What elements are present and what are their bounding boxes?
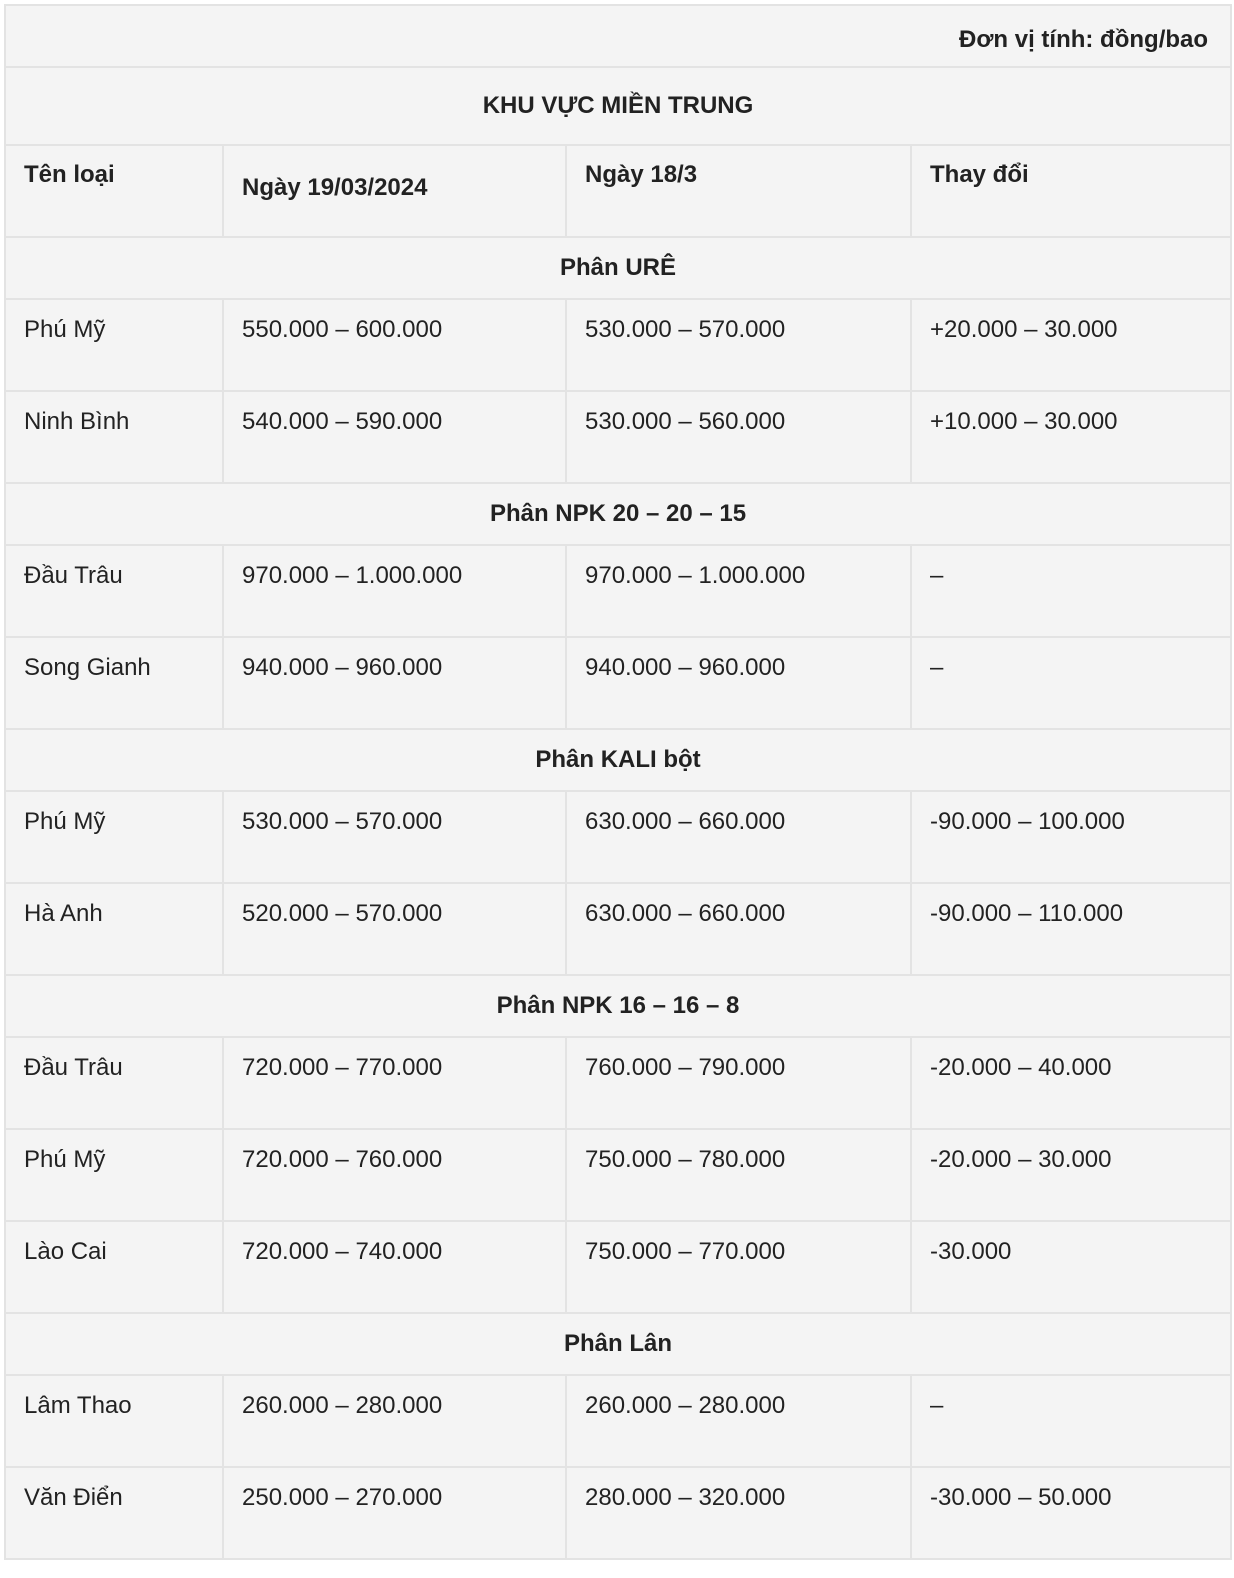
price-change-cell: +10.000 – 30.000: [911, 391, 1231, 483]
product-name-cell: Phú Mỹ: [5, 791, 223, 883]
price-today-cell: 720.000 – 760.000: [223, 1129, 566, 1221]
group-title: Phân Lân: [5, 1313, 1231, 1375]
group-row: [5, 975, 1231, 1037]
product-name-cell: Song Gianh: [5, 637, 223, 729]
product-name-cell: Đầu Trâu: [5, 545, 223, 637]
price-prev-cell: 630.000 – 660.000: [566, 883, 911, 975]
price-today-cell: 720.000 – 770.000: [223, 1037, 566, 1129]
price-prev-cell: 280.000 – 320.000: [566, 1467, 911, 1559]
price-prev-cell: 760.000 – 790.000: [566, 1037, 911, 1129]
product-name-cell: Hà Anh: [5, 883, 223, 975]
price-change-cell: -30.000 – 50.000: [911, 1467, 1231, 1559]
table-row: [5, 1375, 1231, 1467]
price-table-container: [4, 4, 1230, 1560]
price-today-cell: 260.000 – 280.000: [223, 1375, 566, 1467]
price-prev-cell: 940.000 – 960.000: [566, 637, 911, 729]
header-name: Tên loại: [5, 145, 223, 237]
group-row: [5, 1313, 1231, 1375]
region-title: KHU VỰC MIỀN TRUNG: [5, 67, 1231, 145]
price-prev-cell: 750.000 – 780.000: [566, 1129, 911, 1221]
price-today-cell: 520.000 – 570.000: [223, 883, 566, 975]
price-change-cell: –: [911, 637, 1231, 729]
product-name-cell: Phú Mỹ: [5, 299, 223, 391]
price-prev-cell: 970.000 – 1.000.000: [566, 545, 911, 637]
table-row: [5, 1221, 1231, 1313]
price-change-cell: -90.000 – 100.000: [911, 791, 1231, 883]
price-change-cell: -20.000 – 30.000: [911, 1129, 1231, 1221]
price-change-cell: –: [911, 1375, 1231, 1467]
table-row: [5, 883, 1231, 975]
region-row: [5, 67, 1231, 145]
price-today-cell: 550.000 – 600.000: [223, 299, 566, 391]
table-row: [5, 637, 1231, 729]
price-change-cell: +20.000 – 30.000: [911, 299, 1231, 391]
price-change-cell: -20.000 – 40.000: [911, 1037, 1231, 1129]
price-change-cell: -30.000: [911, 1221, 1231, 1313]
table-row: [5, 545, 1231, 637]
price-change-cell: –: [911, 545, 1231, 637]
product-name-cell: Ninh Bình: [5, 391, 223, 483]
price-prev-cell: 630.000 – 660.000: [566, 791, 911, 883]
product-name-cell: Phú Mỹ: [5, 1129, 223, 1221]
fertilizer-price-table: [4, 4, 1232, 1560]
price-today-cell: 530.000 – 570.000: [223, 791, 566, 883]
product-name-cell: Văn Điển: [5, 1467, 223, 1559]
group-row: [5, 729, 1231, 791]
table-row: [5, 1129, 1231, 1221]
group-title: Phân URÊ: [5, 237, 1231, 299]
group-row: [5, 483, 1231, 545]
price-today-cell: 720.000 – 740.000: [223, 1221, 566, 1313]
price-prev-cell: 750.000 – 770.000: [566, 1221, 911, 1313]
header-change: Thay đổi: [911, 145, 1231, 237]
price-prev-cell: 530.000 – 560.000: [566, 391, 911, 483]
table-row: [5, 299, 1231, 391]
product-name-cell: Đầu Trâu: [5, 1037, 223, 1129]
header-date-prev: Ngày 18/3: [566, 145, 911, 237]
price-today-cell: 540.000 – 590.000: [223, 391, 566, 483]
product-name-cell: Lào Cai: [5, 1221, 223, 1313]
header-date-today: Ngày 19/03/2024: [223, 145, 566, 237]
group-title: Phân KALI bột: [5, 729, 1231, 791]
product-name-cell: Lâm Thao: [5, 1375, 223, 1467]
group-title: Phân NPK 16 – 16 – 8: [5, 975, 1231, 1037]
price-prev-cell: 260.000 – 280.000: [566, 1375, 911, 1467]
price-today-cell: 250.000 – 270.000: [223, 1467, 566, 1559]
price-change-cell: -90.000 – 110.000: [911, 883, 1231, 975]
header-row: [5, 145, 1231, 237]
price-today-cell: 940.000 – 960.000: [223, 637, 566, 729]
table-row: [5, 391, 1231, 483]
price-prev-cell: 530.000 – 570.000: [566, 299, 911, 391]
table-row: [5, 1467, 1231, 1559]
table-row: [5, 1037, 1231, 1129]
unit-label: Đơn vị tính: đồng/bao: [5, 5, 1231, 67]
unit-row: [5, 5, 1231, 67]
group-row: [5, 237, 1231, 299]
table-row: [5, 791, 1231, 883]
group-title: Phân NPK 20 – 20 – 15: [5, 483, 1231, 545]
price-today-cell: 970.000 – 1.000.000: [223, 545, 566, 637]
